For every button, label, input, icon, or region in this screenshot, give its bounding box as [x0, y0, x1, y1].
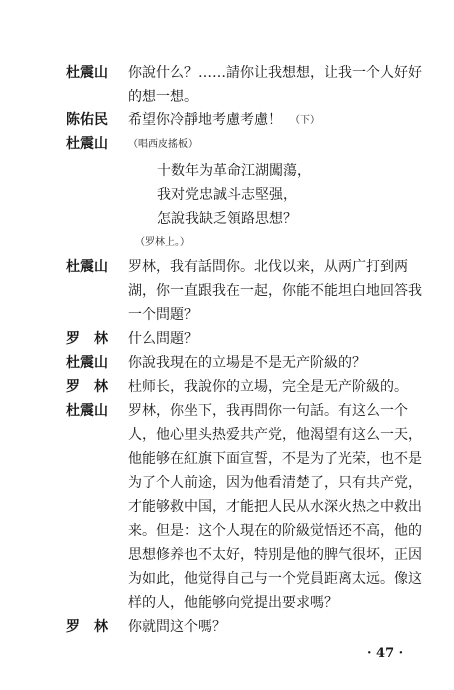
dialogue-line: 你說什么？……請你让我想想，让我一个人好好 — [128, 65, 422, 81]
dialogue-line: 他能够在紅旗下面宣誓，不是为了光荣，也不是 — [128, 451, 422, 467]
dialogue-line: 来。但是：这个人現在的阶級觉悟还不高，他的 — [128, 523, 422, 539]
stage-direction: （唱西皮搖板） — [128, 139, 198, 150]
dialogue-line: 你就問这个嗎？ — [128, 619, 226, 635]
dialogue-line: 才能够救中国，才能把人民从水深火热之中救出 — [128, 499, 422, 515]
dialogue-line: 为如此，他觉得自己与一个党員距离太远。像这 — [128, 571, 422, 587]
speaker-luo-lin: 罗 林 — [66, 331, 108, 347]
dialogue-line: 为了个人前途，因为他看清楚了，只有共产党， — [128, 475, 422, 491]
dialogue-line: 一个問題？ — [128, 307, 198, 323]
dialogue-line: 的想一想。 — [128, 89, 198, 105]
dialogue-line: 罗林，我有話問你。北伐以来，从两广打到两 — [128, 259, 408, 275]
dialogue-line: 罗林，你坐下，我再問你一句話。有这么一个 — [128, 403, 408, 419]
dialogue-line: 你說我現在的立場是不是无产阶級的？ — [128, 355, 366, 371]
page-number: · 47 · — [367, 646, 404, 661]
dialogue-line: 湖，你一直跟我在一起，你能不能坦白地回答我 — [128, 283, 422, 299]
dialogue-line: 希望你冷靜地考慮考慮！ — [128, 112, 282, 128]
verse-line: 我对党忠誠斗志堅强， — [157, 187, 297, 203]
speaker-du-zhenshan: 杜震山 — [66, 355, 108, 371]
speaker-du-zhenshan: 杜震山 — [66, 259, 108, 275]
speaker-luo-lin: 罗 林 — [66, 379, 108, 395]
dialogue-line: 什么問題？ — [128, 331, 198, 347]
stage-direction: （下） — [290, 115, 320, 126]
dialogue-line: 思想修养也不太好，特別是他的脾气很坏，正因 — [128, 547, 422, 563]
speaker-du-zhenshan: 杜震山 — [66, 136, 108, 152]
dialogue-line: 人，他心里头热爱共产党，他渴望有这么一天， — [128, 427, 422, 443]
verse-line: 怎說我缺乏領路思想？ — [157, 211, 297, 227]
dialogue-line: 样的人，他能够向党提出要求嗎？ — [128, 595, 338, 611]
verse-line: 十数年为革命江湖闖蕩， — [157, 163, 311, 179]
speaker-du-zhenshan: 杜震山 — [66, 403, 108, 419]
speaker-chen-youmin: 陈佑民 — [66, 112, 108, 128]
speaker-luo-lin: 罗 林 — [66, 619, 108, 635]
speaker-du-zhenshan: 杜震山 — [66, 65, 108, 81]
dialogue-line: 杜师长，我說你的立場，完全是无产阶級的。 — [128, 379, 408, 395]
stage-direction: （罗林上。） — [135, 237, 190, 248]
